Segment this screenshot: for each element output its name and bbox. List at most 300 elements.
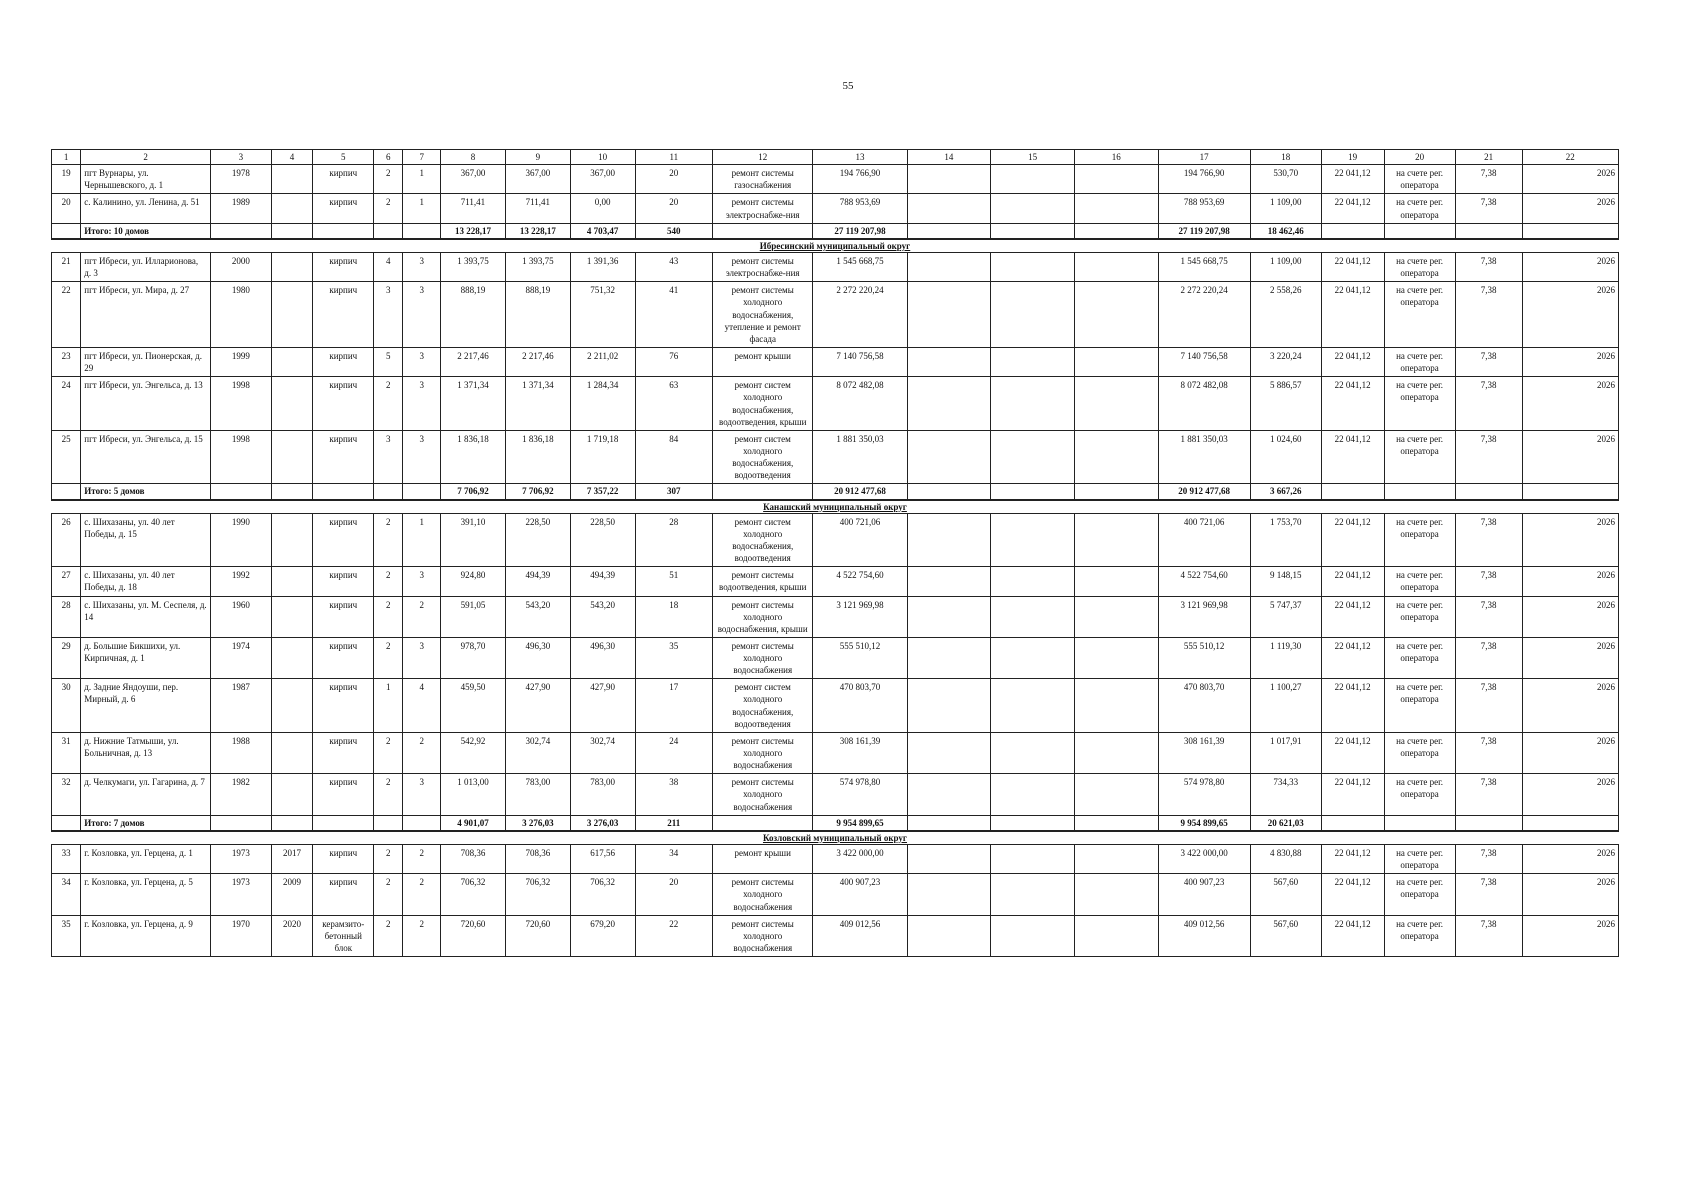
area-cell: 302,74 (505, 732, 570, 773)
total-cell (403, 815, 441, 831)
planned-year-cell: 2026 (1522, 567, 1618, 596)
planned-year-cell: 2026 (1522, 347, 1618, 376)
living-area-cell: 706,32 (570, 874, 635, 915)
year-built-cell: 1989 (210, 194, 271, 223)
reconstruction-year-cell (271, 567, 313, 596)
column-number: 6 (374, 150, 403, 165)
column-number: 17 (1158, 150, 1250, 165)
total-cell (52, 223, 81, 239)
house-row (52, 513, 1619, 567)
cost-cell (1074, 874, 1158, 915)
cost-cell (991, 252, 1075, 281)
total-cell (210, 223, 271, 239)
wall-material-cell: кирпич (313, 567, 374, 596)
wall-material-cell: кирпич (313, 377, 374, 431)
fund-method-cell: на счете рег. оператора (1384, 637, 1455, 678)
column-number: 4 (271, 150, 313, 165)
address-cell: д. Челкумаги, ул. Гагарина, д. 7 (81, 774, 211, 815)
total-value: 4 703,47 (570, 223, 635, 239)
cost-cell (1074, 430, 1158, 484)
total-value: 20 912 477,68 (1158, 484, 1250, 500)
total-cost-cell: 788 953,69 (813, 194, 907, 223)
row-number: 32 (52, 774, 81, 815)
fund-method-cell: на счете рег. оператора (1384, 377, 1455, 431)
total-cell (1384, 815, 1455, 831)
total-label: Итого: 10 домов (81, 223, 211, 239)
works-cell: ремонт систем холодного водоснабжения, водоотведения (713, 513, 813, 567)
row-number: 35 (52, 915, 81, 956)
max-cost-cell: 22 041,12 (1321, 282, 1384, 348)
residents-cell: 18 (635, 596, 712, 637)
total-cell (713, 484, 813, 500)
floors-cell: 2 (374, 874, 403, 915)
total-cell (271, 484, 313, 500)
contribution-cell: 7,38 (1455, 165, 1522, 194)
address-cell: г. Козловка, ул. Герцена, д. 1 (81, 845, 211, 874)
residents-cell: 22 (635, 915, 712, 956)
total-row (52, 815, 1619, 831)
wall-material-cell: кирпич (313, 282, 374, 348)
row-number: 24 (52, 377, 81, 431)
cost-cell (1074, 165, 1158, 194)
total-area-cell: 459,50 (441, 679, 506, 733)
wall-material-cell: кирпич (313, 679, 374, 733)
total-cell (1522, 484, 1618, 500)
house-row (52, 596, 1619, 637)
cost-cell: 555 510,12 (1158, 637, 1250, 678)
works-cell: ремонт систем холодного водоснабжения, водоотведения (713, 679, 813, 733)
row-number: 30 (52, 679, 81, 733)
works-cell: ремонт крыши (713, 347, 813, 376)
column-number: 2 (81, 150, 211, 165)
total-area-cell: 924,80 (441, 567, 506, 596)
area-cell: 367,00 (505, 165, 570, 194)
planned-year-cell: 2026 (1522, 915, 1618, 956)
cost-cell (907, 732, 991, 773)
planned-year-cell: 2026 (1522, 732, 1618, 773)
wall-material-cell: кирпич (313, 252, 374, 281)
residents-cell: 24 (635, 732, 712, 773)
cost-cell: 3 121 969,98 (1158, 596, 1250, 637)
cost-per-m2-cell: 1 119,30 (1250, 637, 1321, 678)
total-value: 13 228,17 (441, 223, 506, 239)
year-built-cell: 1988 (210, 732, 271, 773)
planned-year-cell: 2026 (1522, 194, 1618, 223)
cost-cell (991, 774, 1075, 815)
entrances-cell: 2 (403, 845, 441, 874)
floors-cell: 2 (374, 513, 403, 567)
contribution-cell: 7,38 (1455, 596, 1522, 637)
total-cost-cell: 194 766,90 (813, 165, 907, 194)
table-body (52, 150, 1619, 957)
total-cell (991, 815, 1075, 831)
area-cell: 496,30 (505, 637, 570, 678)
row-number: 22 (52, 282, 81, 348)
max-cost-cell: 22 041,12 (1321, 567, 1384, 596)
max-cost-cell: 22 041,12 (1321, 637, 1384, 678)
house-row (52, 679, 1619, 733)
total-cell (1522, 815, 1618, 831)
cost-cell: 1 545 668,75 (1158, 252, 1250, 281)
wall-material-cell: кирпич (313, 347, 374, 376)
area-cell: 2 217,46 (505, 347, 570, 376)
reconstruction-year-cell (271, 165, 313, 194)
column-number: 12 (713, 150, 813, 165)
residents-cell: 17 (635, 679, 712, 733)
total-cell (1321, 815, 1384, 831)
planned-year-cell: 2026 (1522, 874, 1618, 915)
area-cell: 543,20 (505, 596, 570, 637)
address-cell: г. Козловка, ул. Герцена, д. 5 (81, 874, 211, 915)
fund-method-cell: на счете рег. оператора (1384, 596, 1455, 637)
house-row (52, 165, 1619, 194)
district-heading-cell (52, 831, 1619, 845)
year-built-cell: 1978 (210, 165, 271, 194)
total-cell (1321, 223, 1384, 239)
total-cost-cell: 555 510,12 (813, 637, 907, 678)
year-built-cell: 1987 (210, 679, 271, 733)
wall-material-cell: кирпич (313, 596, 374, 637)
cost-per-m2-cell: 1 109,00 (1250, 194, 1321, 223)
planned-year-cell: 2026 (1522, 513, 1618, 567)
works-cell: ремонт системы газоснабжения (713, 165, 813, 194)
cost-per-m2-cell: 1 100,27 (1250, 679, 1321, 733)
reconstruction-year-cell: 2020 (271, 915, 313, 956)
residents-cell: 76 (635, 347, 712, 376)
total-cost-cell: 400 907,23 (813, 874, 907, 915)
works-cell: ремонт систем холодного водоснабжения, водоотведения, крыши (713, 377, 813, 431)
living-area-cell: 494,39 (570, 567, 635, 596)
residents-cell: 38 (635, 774, 712, 815)
cost-cell (1074, 377, 1158, 431)
max-cost-cell: 22 041,12 (1321, 377, 1384, 431)
house-row (52, 430, 1619, 484)
entrances-cell: 3 (403, 347, 441, 376)
address-cell: пгт Ибреси, ул. Илларионова, д. 3 (81, 252, 211, 281)
cost-cell (907, 567, 991, 596)
living-area-cell: 1 719,18 (570, 430, 635, 484)
floors-cell: 2 (374, 637, 403, 678)
cost-per-m2-cell: 5 886,57 (1250, 377, 1321, 431)
contribution-cell: 7,38 (1455, 252, 1522, 281)
total-cell (1321, 484, 1384, 500)
cost-cell (1074, 194, 1158, 223)
fund-method-cell: на счете рег. оператора (1384, 874, 1455, 915)
contribution-cell: 7,38 (1455, 567, 1522, 596)
total-area-cell: 367,00 (441, 165, 506, 194)
year-built-cell: 1998 (210, 377, 271, 431)
row-number: 20 (52, 194, 81, 223)
year-built-cell: 1974 (210, 637, 271, 678)
wall-material-cell: кирпич (313, 874, 374, 915)
works-cell: ремонт системы холодного водоснабжения, утепление и ремонт фасада (713, 282, 813, 348)
cost-per-m2-cell: 734,33 (1250, 774, 1321, 815)
row-number: 23 (52, 347, 81, 376)
address-cell: пгт Ибреси, ул. Энгельса, д. 13 (81, 377, 211, 431)
planned-year-cell: 2026 (1522, 679, 1618, 733)
area-cell: 1 836,18 (505, 430, 570, 484)
cost-per-m2-cell: 4 830,88 (1250, 845, 1321, 874)
column-number: 1 (52, 150, 81, 165)
house-row (52, 377, 1619, 431)
total-cell (1384, 484, 1455, 500)
cost-cell (1074, 252, 1158, 281)
floors-cell: 5 (374, 347, 403, 376)
entrances-cell: 1 (403, 165, 441, 194)
area-cell: 228,50 (505, 513, 570, 567)
row-number: 31 (52, 732, 81, 773)
cost-cell: 470 803,70 (1158, 679, 1250, 733)
district-heading-row (52, 500, 1619, 514)
total-cost-cell: 3 121 969,98 (813, 596, 907, 637)
cost-cell (991, 596, 1075, 637)
living-area-cell: 1 284,34 (570, 377, 635, 431)
floors-cell: 3 (374, 430, 403, 484)
reconstruction-year-cell (271, 252, 313, 281)
address-cell: д. Нижние Татмыши, ул. Больничная, д. 13 (81, 732, 211, 773)
cost-cell (907, 513, 991, 567)
total-cell (271, 815, 313, 831)
column-number: 21 (1455, 150, 1522, 165)
cost-cell (991, 567, 1075, 596)
address-cell: пгт Ибреси, ул. Энгельса, д. 15 (81, 430, 211, 484)
works-cell: ремонт системы холодного водоснабжения, крыши (713, 596, 813, 637)
cost-per-m2-cell: 1 753,70 (1250, 513, 1321, 567)
max-cost-cell: 22 041,12 (1321, 513, 1384, 567)
total-area-cell: 1 836,18 (441, 430, 506, 484)
total-value: 3 276,03 (505, 815, 570, 831)
column-number: 22 (1522, 150, 1618, 165)
total-cost-cell: 4 522 754,60 (813, 567, 907, 596)
total-cost-cell: 2 272 220,24 (813, 282, 907, 348)
planned-year-cell: 2026 (1522, 430, 1618, 484)
total-cell (374, 223, 403, 239)
row-number: 28 (52, 596, 81, 637)
column-number: 9 (505, 150, 570, 165)
cost-cell (991, 845, 1075, 874)
planned-year-cell: 2026 (1522, 845, 1618, 874)
works-cell: ремонт системы водоотведения, крыши (713, 567, 813, 596)
column-number: 7 (403, 150, 441, 165)
address-cell: с. Шихазаны, ул. 40 лет Победы, д. 18 (81, 567, 211, 596)
planned-year-cell: 2026 (1522, 165, 1618, 194)
cost-per-m2-cell: 1 024,60 (1250, 430, 1321, 484)
cost-per-m2-cell: 5 747,37 (1250, 596, 1321, 637)
year-built-cell: 1970 (210, 915, 271, 956)
reconstruction-year-cell: 2009 (271, 874, 313, 915)
total-value: 18 462,46 (1250, 223, 1321, 239)
column-number: 15 (991, 150, 1075, 165)
total-area-cell: 1 371,34 (441, 377, 506, 431)
total-cell (52, 484, 81, 500)
row-number: 27 (52, 567, 81, 596)
fund-method-cell: на счете рег. оператора (1384, 513, 1455, 567)
cost-cell (907, 194, 991, 223)
reconstruction-year-cell (271, 347, 313, 376)
max-cost-cell: 22 041,12 (1321, 679, 1384, 733)
total-row (52, 223, 1619, 239)
column-number: 14 (907, 150, 991, 165)
total-value: 27 119 207,98 (1158, 223, 1250, 239)
cost-per-m2-cell: 567,60 (1250, 874, 1321, 915)
max-cost-cell: 22 041,12 (1321, 347, 1384, 376)
total-value: 9 954 899,65 (1158, 815, 1250, 831)
contribution-cell: 7,38 (1455, 679, 1522, 733)
year-built-cell: 1999 (210, 347, 271, 376)
max-cost-cell: 22 041,12 (1321, 874, 1384, 915)
total-cost-cell: 3 422 000,00 (813, 845, 907, 874)
column-number: 10 (570, 150, 635, 165)
cost-cell (1074, 513, 1158, 567)
page-number: 55 (842, 80, 854, 92)
floors-cell: 1 (374, 679, 403, 733)
works-cell: ремонт системы холодного водоснабжения (713, 915, 813, 956)
planned-year-cell: 2026 (1522, 252, 1618, 281)
total-cell (271, 223, 313, 239)
residents-cell: 43 (635, 252, 712, 281)
total-value: 4 901,07 (441, 815, 506, 831)
cost-per-m2-cell: 530,70 (1250, 165, 1321, 194)
cost-cell (907, 596, 991, 637)
planned-year-cell: 2026 (1522, 596, 1618, 637)
total-cost-cell: 8 072 482,08 (813, 377, 907, 431)
planned-year-cell: 2026 (1522, 774, 1618, 815)
cost-cell: 409 012,56 (1158, 915, 1250, 956)
cost-cell (907, 165, 991, 194)
reconstruction-year-cell (271, 637, 313, 678)
year-built-cell: 1992 (210, 567, 271, 596)
living-area-cell: 2 211,02 (570, 347, 635, 376)
total-area-cell: 1 013,00 (441, 774, 506, 815)
residents-cell: 84 (635, 430, 712, 484)
living-area-cell: 783,00 (570, 774, 635, 815)
year-built-cell: 1998 (210, 430, 271, 484)
total-value: 13 228,17 (505, 223, 570, 239)
reconstruction-year-cell (271, 377, 313, 431)
column-number: 13 (813, 150, 907, 165)
total-area-cell: 708,36 (441, 845, 506, 874)
wall-material-cell: кирпич (313, 732, 374, 773)
capital-repair-table (51, 149, 1619, 957)
cost-cell (907, 774, 991, 815)
cost-per-m2-cell: 1 017,91 (1250, 732, 1321, 773)
total-cell (1074, 484, 1158, 500)
cost-cell (991, 915, 1075, 956)
total-cost-cell: 470 803,70 (813, 679, 907, 733)
total-cost-cell: 409 012,56 (813, 915, 907, 956)
living-area-cell: 427,90 (570, 679, 635, 733)
residents-cell: 20 (635, 194, 712, 223)
cost-cell (907, 377, 991, 431)
year-built-cell: 1982 (210, 774, 271, 815)
cost-cell (1074, 347, 1158, 376)
district-heading-row (52, 239, 1619, 253)
district-name: Козловский муниципальный округ (762, 832, 908, 843)
total-cell (1455, 815, 1522, 831)
house-row (52, 774, 1619, 815)
living-area-cell: 367,00 (570, 165, 635, 194)
contribution-cell: 7,38 (1455, 774, 1522, 815)
total-area-cell: 2 217,46 (441, 347, 506, 376)
cost-per-m2-cell: 3 220,24 (1250, 347, 1321, 376)
house-row (52, 874, 1619, 915)
fund-method-cell: на счете рег. оператора (1384, 194, 1455, 223)
cost-cell (991, 194, 1075, 223)
house-row (52, 915, 1619, 956)
works-cell: ремонт системы холодного водоснабжения (713, 637, 813, 678)
max-cost-cell: 22 041,12 (1321, 430, 1384, 484)
house-row (52, 732, 1619, 773)
reconstruction-year-cell (271, 194, 313, 223)
house-row (52, 282, 1619, 348)
total-cell (313, 484, 374, 500)
cost-cell (991, 377, 1075, 431)
living-area-cell: 543,20 (570, 596, 635, 637)
fund-method-cell: на счете рег. оператора (1384, 732, 1455, 773)
year-built-cell: 1973 (210, 845, 271, 874)
residents-cell: 20 (635, 165, 712, 194)
house-row (52, 194, 1619, 223)
total-cell (1455, 223, 1522, 239)
total-cell (374, 815, 403, 831)
column-number: 16 (1074, 150, 1158, 165)
total-cell (713, 223, 813, 239)
district-heading-row (52, 831, 1619, 845)
address-cell: д. Задние Яндоуши, пер. Мирный, д. 6 (81, 679, 211, 733)
area-cell: 1 371,34 (505, 377, 570, 431)
total-value: 27 119 207,98 (813, 223, 907, 239)
contribution-cell: 7,38 (1455, 732, 1522, 773)
fund-method-cell: на счете рег. оператора (1384, 252, 1455, 281)
cost-cell: 194 766,90 (1158, 165, 1250, 194)
wall-material-cell: керамзито-бетонный блок (313, 915, 374, 956)
total-cost-cell: 1 545 668,75 (813, 252, 907, 281)
cost-cell: 308 161,39 (1158, 732, 1250, 773)
cost-cell (1074, 845, 1158, 874)
year-built-cell: 1973 (210, 874, 271, 915)
address-cell: д. Большие Бикшихи, ул. Кирпичная, д. 1 (81, 637, 211, 678)
max-cost-cell: 22 041,12 (1321, 596, 1384, 637)
works-cell: ремонт системы электроснабже-ния (713, 194, 813, 223)
max-cost-cell: 22 041,12 (1321, 252, 1384, 281)
floors-cell: 2 (374, 915, 403, 956)
total-cell (1074, 223, 1158, 239)
floors-cell: 2 (374, 377, 403, 431)
entrances-cell: 1 (403, 513, 441, 567)
cost-cell (991, 282, 1075, 348)
total-cell (313, 223, 374, 239)
living-area-cell: 302,74 (570, 732, 635, 773)
entrances-cell: 3 (403, 282, 441, 348)
entrances-cell: 3 (403, 567, 441, 596)
total-area-cell: 391,10 (441, 513, 506, 567)
area-cell: 783,00 (505, 774, 570, 815)
living-area-cell: 679,20 (570, 915, 635, 956)
address-cell: пгт Ибреси, ул. Пионерская, д. 29 (81, 347, 211, 376)
cost-cell (907, 915, 991, 956)
planned-year-cell: 2026 (1522, 377, 1618, 431)
column-number: 5 (313, 150, 374, 165)
works-cell: ремонт системы холодного водоснабжения (713, 874, 813, 915)
cost-cell (907, 430, 991, 484)
cost-cell: 400 907,23 (1158, 874, 1250, 915)
total-row (52, 484, 1619, 500)
total-area-cell: 591,05 (441, 596, 506, 637)
column-number: 8 (441, 150, 506, 165)
planned-year-cell: 2026 (1522, 282, 1618, 348)
row-number: 21 (52, 252, 81, 281)
entrances-cell: 3 (403, 774, 441, 815)
